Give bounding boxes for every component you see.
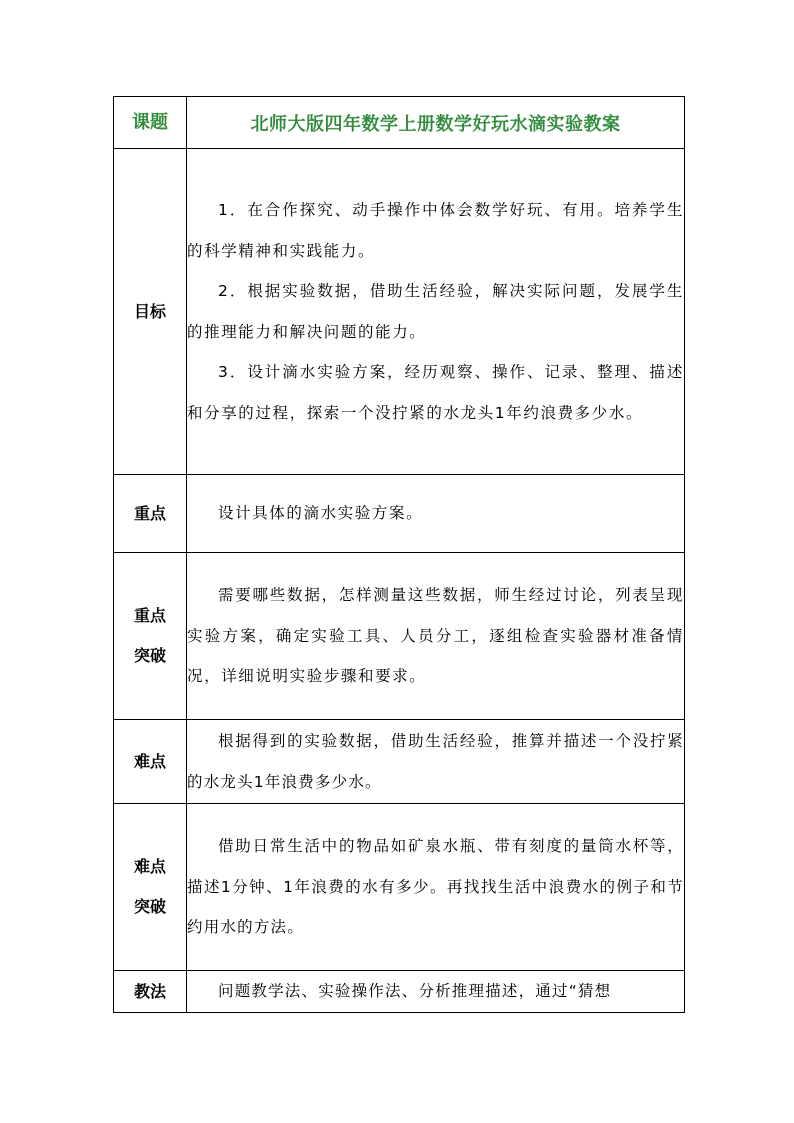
title-row	[114, 97, 685, 149]
teaching-method-label: 教法	[114, 971, 187, 1013]
teaching-method-text: 问题教学法、实验操作法、分析推理描述，通过“猜想	[218, 982, 612, 1001]
key-point-text: 设计具体的滴水实验方案。	[218, 504, 424, 523]
goal-item-2: 2．根据实验数据，借助生活经验，解决实际问题，发展学生的推理能力和解决问题的能力。	[187, 282, 684, 341]
key-breakthrough-text: 需要哪些数据，怎样测量这些数据，师生经过讨论，列表呈现实验方案，确定实验工具、人员分工，逐组检查实验器材准备情况，详细说明实验步骤和要求。	[187, 586, 684, 686]
key-breakthrough-row	[114, 553, 685, 720]
key-point-content	[187, 475, 685, 553]
difficulty-breakthrough-label-line1: 难点	[133, 857, 166, 876]
key-breakthrough-label-line2: 突破	[133, 646, 166, 665]
difficulty-breakthrough-content	[187, 804, 685, 971]
lesson-plan-table	[113, 96, 685, 1013]
key-breakthrough-label-line1: 重点	[133, 606, 166, 625]
difficulty-breakthrough-label	[114, 804, 187, 971]
difficulty-text: 根据得到的实验数据，借助生活经验，推算并描述一个没拧紧的水龙头1年浪费多少水。	[187, 732, 684, 791]
goals-label: 目标	[114, 149, 187, 475]
key-point-row	[114, 475, 685, 553]
key-breakthrough-content	[187, 553, 685, 720]
goal-item-3: 3．设计滴水实验方案，经历观察、操作、记录、整理、描述和分享的过程，探索一个没拧紧的水龙头1年约浪费多少水。	[187, 363, 684, 422]
difficulty-label: 难点	[114, 720, 187, 804]
key-breakthrough-label	[114, 553, 187, 720]
goals-content	[187, 149, 685, 475]
lesson-title: 北师大版四年数学上册数学好玩水滴实验教案	[187, 97, 685, 149]
goals-row	[114, 149, 685, 475]
difficulty-row	[114, 720, 685, 804]
topic-label: 课题	[114, 97, 187, 149]
teaching-method-row	[114, 971, 685, 1013]
teaching-method-content	[187, 971, 685, 1013]
difficulty-breakthrough-label-line2: 突破	[133, 897, 166, 916]
difficulty-breakthrough-row	[114, 804, 685, 971]
goal-item-1: 1．在合作探究、动手操作中体会数学好玩、有用。培养学生的科学精神和实践能力。	[187, 201, 684, 260]
difficulty-content	[187, 720, 685, 804]
difficulty-breakthrough-text: 借助日常生活中的物品如矿泉水瓶、带有刻度的量筒水杯等，描述1分钟、1年浪费的水有多少。再找找生活中浪费水的例子和节约用水的方法。	[187, 837, 684, 937]
key-point-label: 重点	[114, 475, 187, 553]
